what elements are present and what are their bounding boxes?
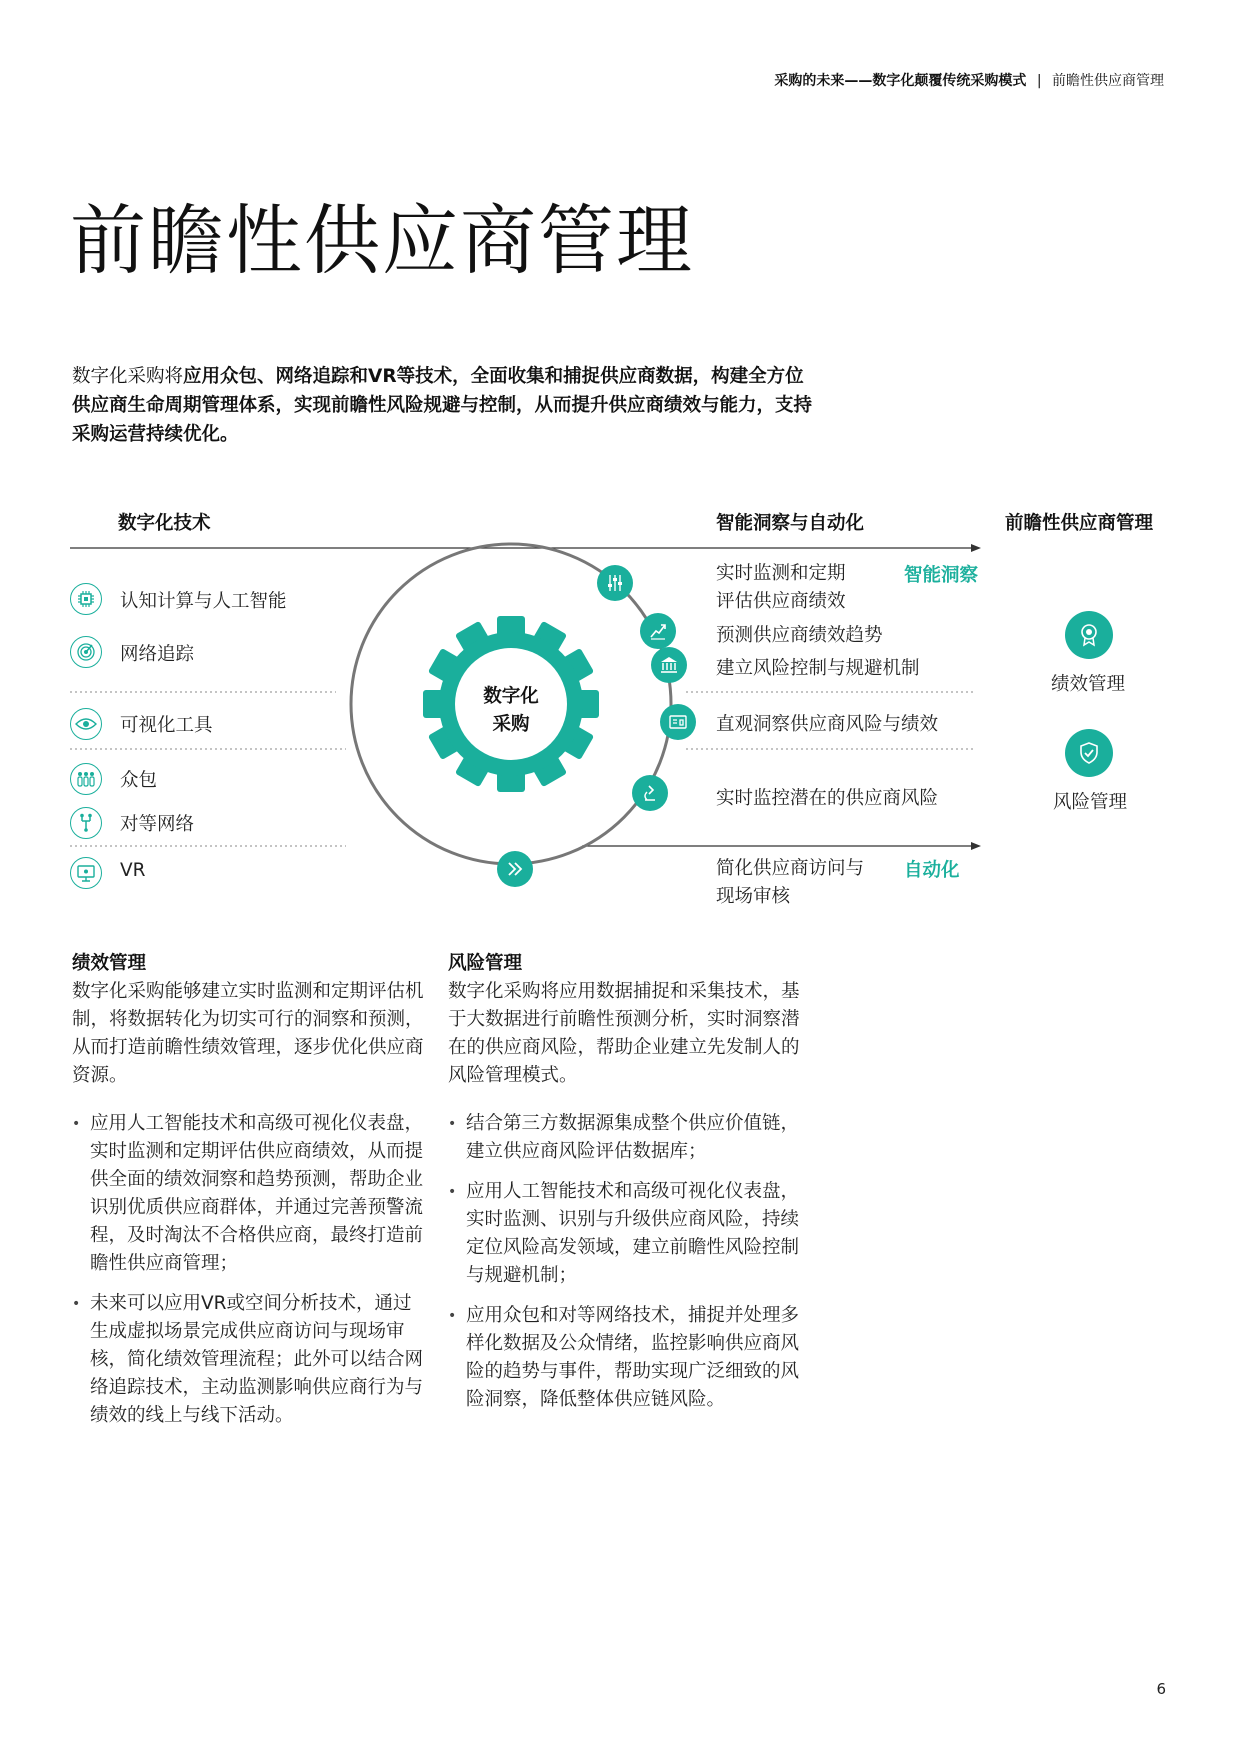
crowd-icon (70, 763, 102, 795)
network-icon (70, 807, 102, 839)
chip-icon (70, 583, 102, 615)
list-item: • 应用人工智能技术和高级可视化仪表盘，实时监测、识别与升级供应商风险，持续定位风险高发领域，建立前瞻性风险控制与规避机制； (448, 1178, 803, 1290)
performance-title: 绩效管理 (72, 953, 147, 974)
eye-icon (70, 708, 102, 740)
insight-risk-control: 建立风险控制与规避机制 (716, 658, 920, 679)
gear-label-line2: 采购 (492, 714, 530, 735)
tech-label-visual: 可视化工具 (120, 715, 213, 736)
risk-title: 风险管理 (448, 953, 523, 974)
section-performance (72, 950, 427, 1442)
sliders-icon (597, 565, 633, 601)
tag-automation: 自动化 (904, 860, 960, 881)
col-title-insight: 智能洞察与自动化 (716, 513, 865, 534)
section-risk (448, 950, 803, 1426)
list-item: • 结合第三方数据源集成整个供应价值链，建立供应商风险评估数据库； (448, 1110, 803, 1166)
insight-monitor-line2: 评估供应商绩效 (716, 591, 846, 612)
tracking-icon (70, 636, 102, 668)
list-item: • 应用众包和对等网络技术，捕捉并处理多样化数据及公众情绪，监控影响供应商风险的趋势与事件，帮助实现广泛细致的风险洞察，降低整体供应链风险。 (448, 1302, 803, 1414)
vr-icon (70, 857, 102, 889)
header-section: 前瞻性供应商管理 (1052, 73, 1164, 89)
page-title: 前瞻性供应商管理 (70, 196, 694, 285)
gear-label-line1: 数字化 (483, 686, 539, 707)
list-item: • 应用人工智能技术和高级可视化仪表盘，实时监测和定期评估供应商绩效，从而提供全面的绩效洞察和趋势预测，帮助企业识别优质供应商群体，并通过完善预警流程，及时淘汰不合格供应商，最终打造前瞻性供应商管理； (72, 1110, 427, 1278)
header-doc-title: 采购的未来——数字化颠覆传统采购模式 (774, 73, 1027, 89)
trend-chart-icon (640, 613, 676, 649)
col-title-outcome: 前瞻性供应商管理 (1005, 513, 1154, 534)
tech-label-ai: 认知计算与人工智能 (120, 591, 287, 612)
insight-monitor (716, 560, 846, 616)
risk-body: 数字化采购将应用数据捕捉和采集技术，基于大数据进行前瞻性预测分析，实时洞察潜在的供应商风险，帮助企业建立先发制人的风险管理模式。 (448, 981, 800, 1086)
insight-realtime-risk: 实时监控潜在的供应商风险 (716, 788, 939, 809)
insight-predict: 预测供应商绩效趋势 (716, 625, 883, 646)
microscope-icon (632, 775, 668, 811)
intro-bold: 应用众包、网络追踪和VR等技术，全面收集和捕捉供应商数据，构建全方位供应商生命周期管理体系，实现前瞻性风险规避与控制，从而提升供应商绩效与能力，支持采购运营持续优化。 (72, 366, 813, 445)
insight-audit-line2: 现场审核 (716, 886, 791, 907)
intro-lead: 数字化采购将 (72, 366, 184, 387)
tech-label-crowd: 众包 (120, 770, 158, 791)
list-item: • 未来可以应用VR或空间分析技术，通过生成虚拟场景完成供应商访问与现场审核，简化绩效管理流程；此外可以结合网络追踪技术，主动监测影响供应商行为与绩效的线上与线下活动。 (72, 1290, 427, 1430)
shield-icon (1065, 729, 1113, 777)
outcome-label-performance: 绩效管理 (1051, 674, 1126, 695)
tech-label-vr: VR (120, 860, 146, 881)
fast-forward-icon (497, 851, 533, 887)
outcome-label-risk: 风险管理 (1053, 792, 1128, 813)
dashboard-icon (660, 704, 696, 740)
insight-audit-line1: 简化供应商访问与 (716, 858, 865, 879)
insight-audit (716, 855, 864, 911)
risk-bullets (448, 1110, 803, 1414)
col-title-tech: 数字化技术 (118, 513, 211, 534)
tech-label-tracking: 网络追踪 (120, 644, 195, 665)
page-number: 6 (1156, 1680, 1166, 1698)
tech-label-p2p: 对等网络 (120, 814, 195, 835)
gear-center-label (451, 683, 571, 739)
bank-icon (651, 647, 687, 683)
award-icon (1065, 611, 1113, 659)
tag-smart-insight: 智能洞察 (904, 565, 979, 586)
top-arrow-head (971, 544, 981, 552)
insight-visual: 直观洞察供应商风险与绩效 (716, 714, 939, 735)
performance-body: 数字化采购能够建立实时监测和定期评估机制，将数据转化为切实可行的洞察和预测，从而打造前瞻性绩效管理，逐步优化供应商资源。 (72, 981, 424, 1086)
bottom-arrow-head (971, 842, 981, 850)
header-separator: | (1036, 73, 1042, 89)
insight-monitor-line1: 实时监测和定期 (716, 563, 846, 584)
performance-bullets (72, 1110, 427, 1430)
